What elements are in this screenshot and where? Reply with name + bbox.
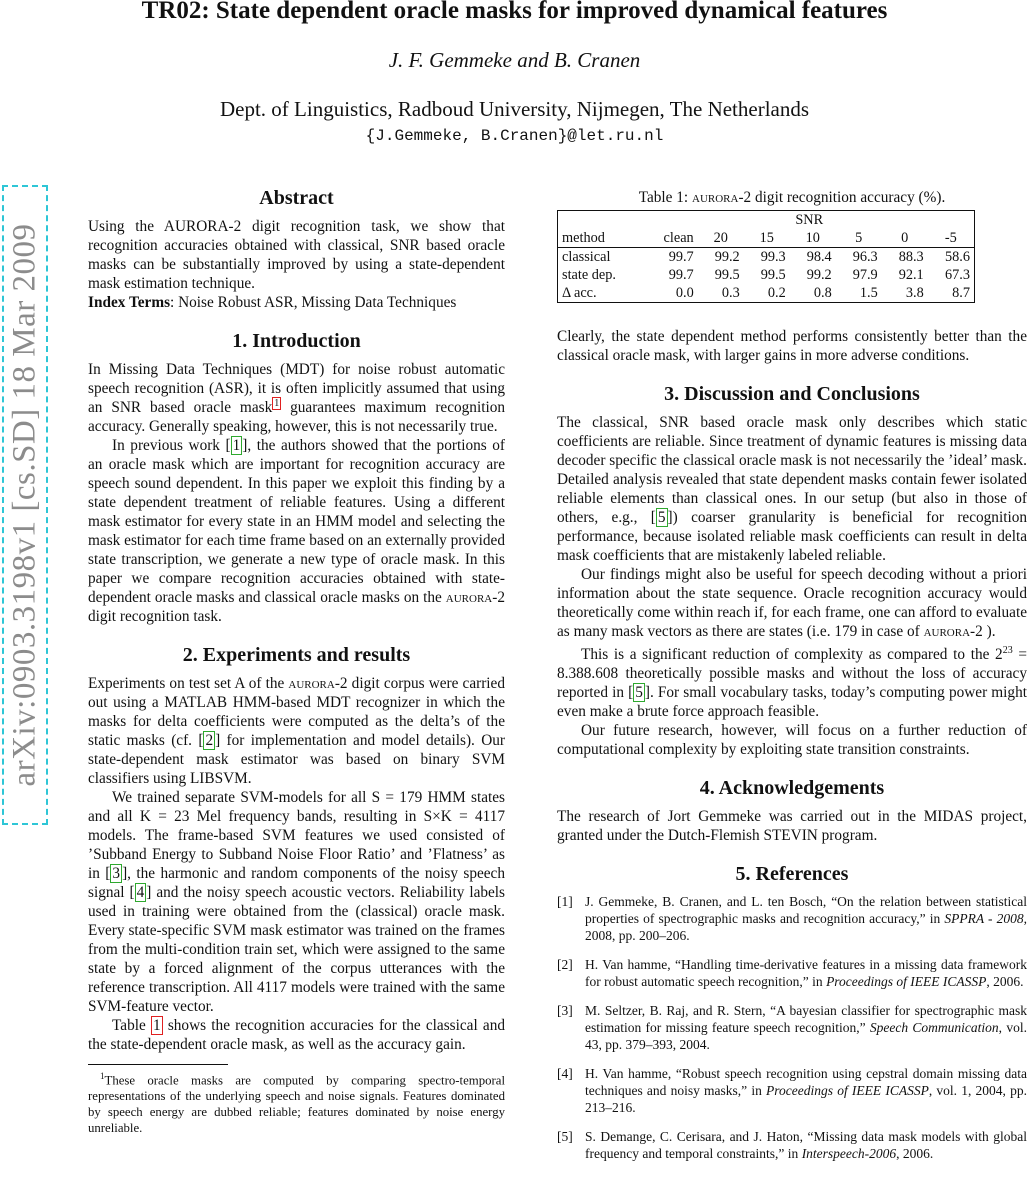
author-emails: {J.Gemmeke, B.Cranen}@let.ru.nl [365, 127, 664, 145]
experiments-paragraph-2: We trained separate SVM-models for all S = 179 HMM states and all K = 23 Mel frequency bands, resulting in S×K = 4117 models. The frame-based SVM features we used consisted of ’Subband Energy to Subband Noise Floor Ratio’ and ’Flatness’ as in [ 3 ], the harmonic and random components of the noisy speech signal [ 4 ] and the noisy speech acoustic vectors. Reliability labels used in training were obtained from the (classical) oracle mask. Every state-specific SVM mask estimator was trained on the frames from the multi-condition train set, which were assigned to the same state by a forced alignment of the corpus utterances with the reference transcription. All 4117 models were trained with the same SVM-feature vector. [88, 789, 505, 1015]
column-header: 20 [713, 230, 728, 246]
reference-item: [5] S. Demange, C. Cerisara, and J. Haton, “Missing data mask models with global frequency and temporal constraints,” in Interspeech-2006, 2006. [557, 1129, 1027, 1162]
column-header: 15 [759, 230, 774, 246]
discussion-paragraph-3: This is a significant reduction of complexity as compared to the $2^{23} = 8.388.608$ theoretically possible masks and without the loss of accuracy reported in [ 5 ]. For small vocabulary tasks, today’s computing power might even make a brute force approach feasible. [557, 645, 1027, 721]
arxiv-stamp[interactable] [2, 185, 48, 825]
discussion-paragraph-1: The classical, SNR based oracle mask only describes which static coefficients are reliable. Since treatment of dynamic features is missing data decoder specific the classical oracle mask is not necessarily the ’ideal’ mask. Detailed analysis revealed that state dependent masks contain fewer isolated reliable elements than classical ones. In our setup (but also in those of others, e.g., [ 5 ]) coarser granularity is beneficial for recognition performance, because isolated reliable mask coefficients can result in delta mask coefficients that are mistakenly labeled reliable. [557, 414, 1027, 564]
column-header: clean [663, 230, 694, 246]
table-row: Δ acc. 0.0 0.3 0.2 0.8 1.5 3.8 8.7 [558, 284, 975, 303]
citation-link[interactable]: 2 [205, 732, 214, 749]
citation-link[interactable]: 5 [635, 684, 643, 702]
column-header: -5 [928, 229, 975, 248]
table-row: state dep. 99.7 99.5 99.5 99.2 97.9 92.1 67.3 [558, 266, 975, 284]
table-discussion: Clearly, the state dependent method performs consistently better than the classical oracle mask, with larger gains in more adverse conditions. [557, 328, 1027, 364]
results-table [557, 210, 975, 303]
reference-item: [3] M. Seltzer, B. Raj, and R. Stern, “A bayesian classifier for spectrographic mask estimation for missing feature speech recognition,” Speech Communication, vol. 43, pp. 379–393, 2004. [557, 1003, 1027, 1053]
reference-item: [4] H. Van hamme, “Robust speech recognition using cepstral domain missing data techniques and noisy masks,” in Proceedings of IEEE ICASSP, vol. 1, 2004, pp. 213–216. [557, 1066, 1027, 1116]
introduction-heading: 1. Introduction [232, 330, 361, 352]
abstract-heading: Abstract [259, 187, 334, 209]
index-terms: Index Terms: Noise Robust ASR, Missing Data Techniques [88, 294, 457, 311]
table-link[interactable]: 1 [152, 1017, 161, 1034]
column-header: 0 [901, 230, 909, 246]
column-header: method [558, 229, 645, 248]
acknowledgements-heading: 4. Acknowledgements [699, 777, 885, 800]
references-heading: 5. References [735, 863, 849, 886]
arxiv-stamp-text: arXiv:0903.3198v1 [cs.SD] 18 Mar 2009 [6, 223, 43, 787]
intro-paragraph-2: In previous work [ 1 ], the authors showed that the portions of an oracle mask which are important for recognition accuracy are speech sound dependent. In this paper we exploit this finding by a state dependent treatment of reliable features. Using a different mask estimator for every state in an HMM model and selecting the mask estimator for each time frame based on an externally provided state transcription, we generate a new type of oracle mask. In this paper we compare recognition accuracies obtained with state-dependent oracle masks and classical oracle masks on the aurora-2 digit recognition task. [88, 437, 505, 625]
table-caption: Table 1: aurora-2 digit recognition accuracy (%). [638, 189, 946, 206]
discussion-paragraph-2: Our findings might also be useful for speech decoding without a priori information about the state sequence. Oracle recognition accuracy would theoretically come within reach if, for each frame, one can afford to evaluate as many mask vectors as there are states (i.e. 179 in case of aurora-2 ). [557, 566, 1027, 640]
snr-header: SNR [645, 211, 975, 230]
footnote-link[interactable]: 1 [274, 397, 280, 409]
experiments-paragraph-3: Table 1 shows the recognition accuracies for the classical and the state-dependent oracle mask, as well as the accuracy gain. [88, 1017, 505, 1053]
right-column [557, 188, 1027, 1174]
citation-link[interactable]: 5 [657, 509, 666, 526]
experiments-paragraph-1: Experiments on test set A of the aurora-2 digit corpus were carried out using a MATLAB HMM-based MDT recognizer in which the masks for delta coefficients were computed as the delta’s of the static masks (cf. [ 2 ] for implementation and model details). Our state-dependent mask estimator was based on binary SVM classifiers using LIBSVM. [88, 675, 505, 787]
reference-item: [1] J. Gemmeke, B. Cranen, and L. ten Bosch, “On the relation between statistical properties of spectrographic masks and recognition accuracy,” in SPPRA - 2008, 2008, pp. 200–206. [557, 894, 1027, 944]
table-row: classical 99.7 99.2 99.3 98.4 96.3 88.3 58.6 [558, 248, 975, 267]
discussion-heading: 3. Discussion and Conclusions [664, 383, 920, 405]
abstract-text: Using the AURORA-2 digit recognition task, we show that recognition accuracies obtained with classical, SNR based oracle masks can be substantially improved by using a state-dependent mask estimation technique. [88, 218, 505, 292]
citation-link[interactable]: 4 [136, 884, 145, 901]
affiliation: Dept. of Linguistics, Radboud University, Nijmegen, The Netherlands [219, 97, 810, 121]
column-header: 10 [805, 230, 820, 246]
left-column [88, 185, 505, 1136]
column-header: 5 [855, 230, 863, 246]
footnote: $^1$These oracle masks are computed by comparing spectro-temporal representations of the underlying speech and noise signals. Features dominated by speech energy are dubbed reliable; features dominated by noise energy unreliable. [88, 1071, 505, 1136]
citation-link[interactable]: 1 [232, 437, 241, 454]
authors: J. F. Gemmeke and B. Cranen [388, 48, 641, 72]
intro-paragraph-1: In Missing Data Techniques (MDT) for noise robust automatic speech recognition (ASR), it is often implicitly assumed that using an SNR based oracle mask $^1$ guarantees maximum recognition accuracy. Generally speaking, however, this is not necessarily true. [88, 361, 505, 435]
citation-link[interactable]: 3 [112, 865, 121, 882]
paper-title: TR02: State dependent oracle masks for improved dynamical features [141, 0, 888, 24]
discussion-paragraph-4: Our future research, however, will focus on a further reduction of computational complexity by exploiting state transition constraints. [557, 722, 1027, 759]
experiments-heading: 2. Experiments and results [182, 644, 411, 666]
footnote-rule [88, 1064, 228, 1065]
acknowledgements-text: The research of Jort Gemmeke was carried out in the MIDAS project, granted under the Dutch-Flemish STEVIN program. [557, 808, 1027, 845]
reference-list [557, 893, 1027, 1162]
reference-item: [2] H. Van hamme, “Handling time-derivative features in a missing data framework for robust automatic speech recognition,” in Proceedings of IEEE ICASSP, 2006. [557, 957, 1027, 990]
